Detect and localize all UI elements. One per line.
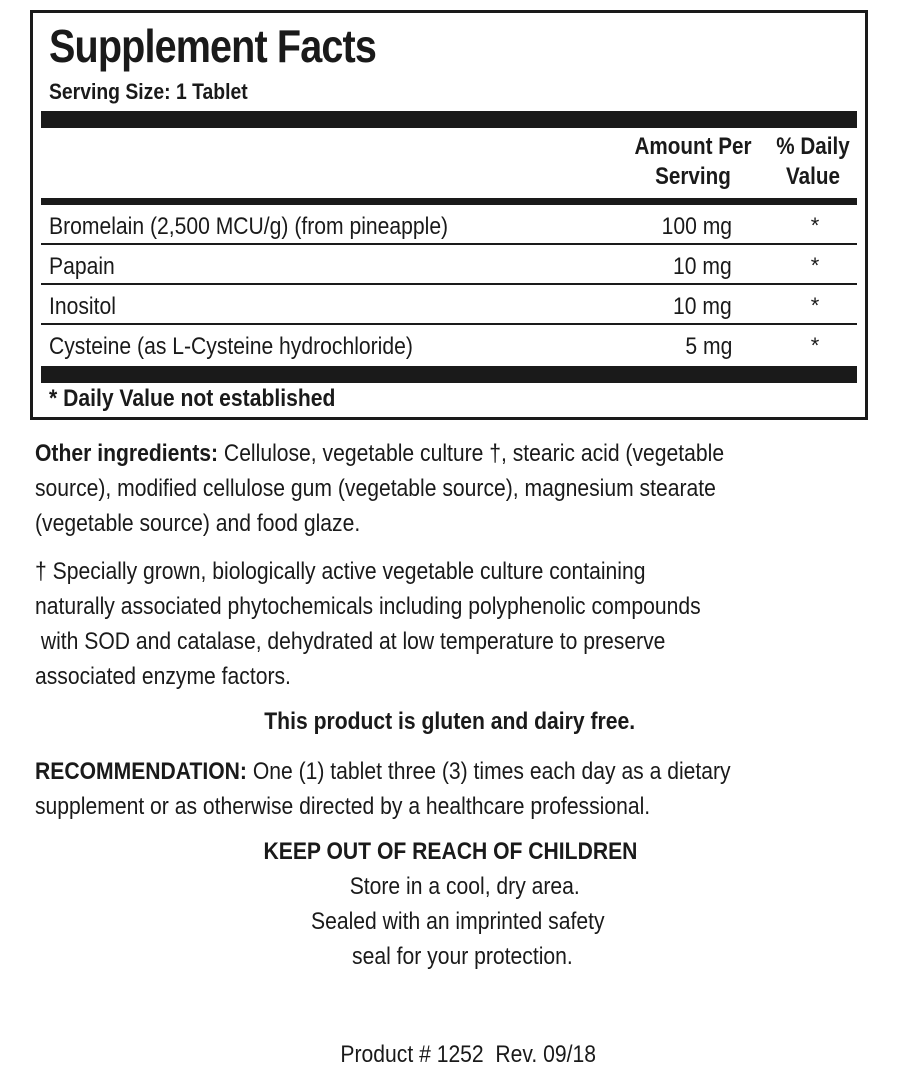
safety-seal-line1 (8, 908, 900, 936)
bottom-divider-bar (41, 366, 857, 383)
recommendation (35, 754, 853, 824)
culture-note-line: with SOD and catalase, dehydrated at low temperature to preserve (35, 628, 666, 655)
header-divider-bar (41, 198, 857, 205)
safety-seal-line2 (12, 943, 900, 971)
nutrient-amount: 10 mg (673, 253, 732, 280)
serving-size: Serving Size: 1 Tablet (49, 79, 248, 104)
other-ingredients-text: (vegetable source) and food glaze. (35, 510, 361, 537)
daily-value-header (770, 132, 856, 192)
dv-header-line2: Value (786, 163, 840, 190)
other-ingredients-text: Cellulose, vegetable culture †, stearic acid (vegetable (218, 440, 725, 467)
dv-header-line1: % Daily (776, 133, 850, 160)
nutrient-daily-value: * (810, 213, 820, 238)
seal-text: seal for your protection. (351, 943, 573, 970)
keep-out-of-reach-warning (0, 838, 900, 866)
other-ingredients-label: Other ingredients: (35, 440, 219, 467)
recommendation-text: supplement or as otherwise directed by a healthcare professional. (35, 793, 651, 820)
product-number-revision (12, 1013, 900, 1069)
nutrient-daily-value: * (810, 253, 820, 278)
vegetable-culture-note (35, 554, 853, 694)
top-divider-bar (41, 111, 857, 128)
nutrient-name: Papain (49, 253, 115, 280)
amount-header-line1: Amount Per (634, 133, 752, 160)
recommendation-label: RECOMMENDATION: (35, 758, 247, 785)
culture-note-line: † Specially grown, biologically active vegetable culture containing (35, 558, 646, 585)
amount-per-serving-header (633, 132, 753, 192)
nutrient-row (41, 205, 857, 245)
daily-value-footnote: * Daily Value not established (49, 385, 336, 412)
other-ingredients-text: source), modified cellulose gum (vegetable source), magnesium stearate (35, 475, 716, 502)
nutrient-daily-value: * (810, 333, 820, 358)
nutrient-name: Bromelain (2,500 MCU/g) (from pineapple) (49, 213, 449, 240)
nutrient-name: Cysteine (as L-Cysteine hydrochloride) (49, 333, 413, 360)
gluten-dairy-text: This product is gluten and dairy free. (264, 708, 636, 735)
nutrient-name: Inositol (49, 293, 116, 320)
nutrient-row (41, 325, 857, 365)
supplement-facts-panel (30, 10, 868, 420)
culture-note-line: naturally associated phytochemicals including polyphenolic compounds (35, 593, 701, 620)
gluten-dairy-statement (0, 708, 900, 736)
warning-text: KEEP OUT OF REACH OF CHILDREN (263, 838, 637, 865)
culture-note-line: associated enzyme factors. (35, 663, 291, 690)
nutrient-daily-value: * (810, 293, 820, 318)
amount-header-line2: Serving (655, 163, 731, 190)
product-info-text: Product # 1252 Rev. 09/18 (340, 1041, 597, 1068)
nutrient-row (41, 285, 857, 325)
nutrient-row (41, 245, 857, 285)
storage-text: Store in a cool, dry area. (349, 873, 581, 900)
nutrient-amount: 10 mg (673, 293, 732, 320)
facts-title: Supplement Facts (49, 20, 376, 72)
nutrient-amount: 5 mg (685, 333, 732, 360)
nutrient-amount: 100 mg (661, 213, 732, 240)
other-ingredients (35, 436, 853, 541)
recommendation-text: One (1) tablet three (3) times each day as a dietary (246, 758, 731, 785)
seal-text: Sealed with an imprinted safety (311, 908, 605, 935)
storage-instructions (15, 873, 900, 901)
